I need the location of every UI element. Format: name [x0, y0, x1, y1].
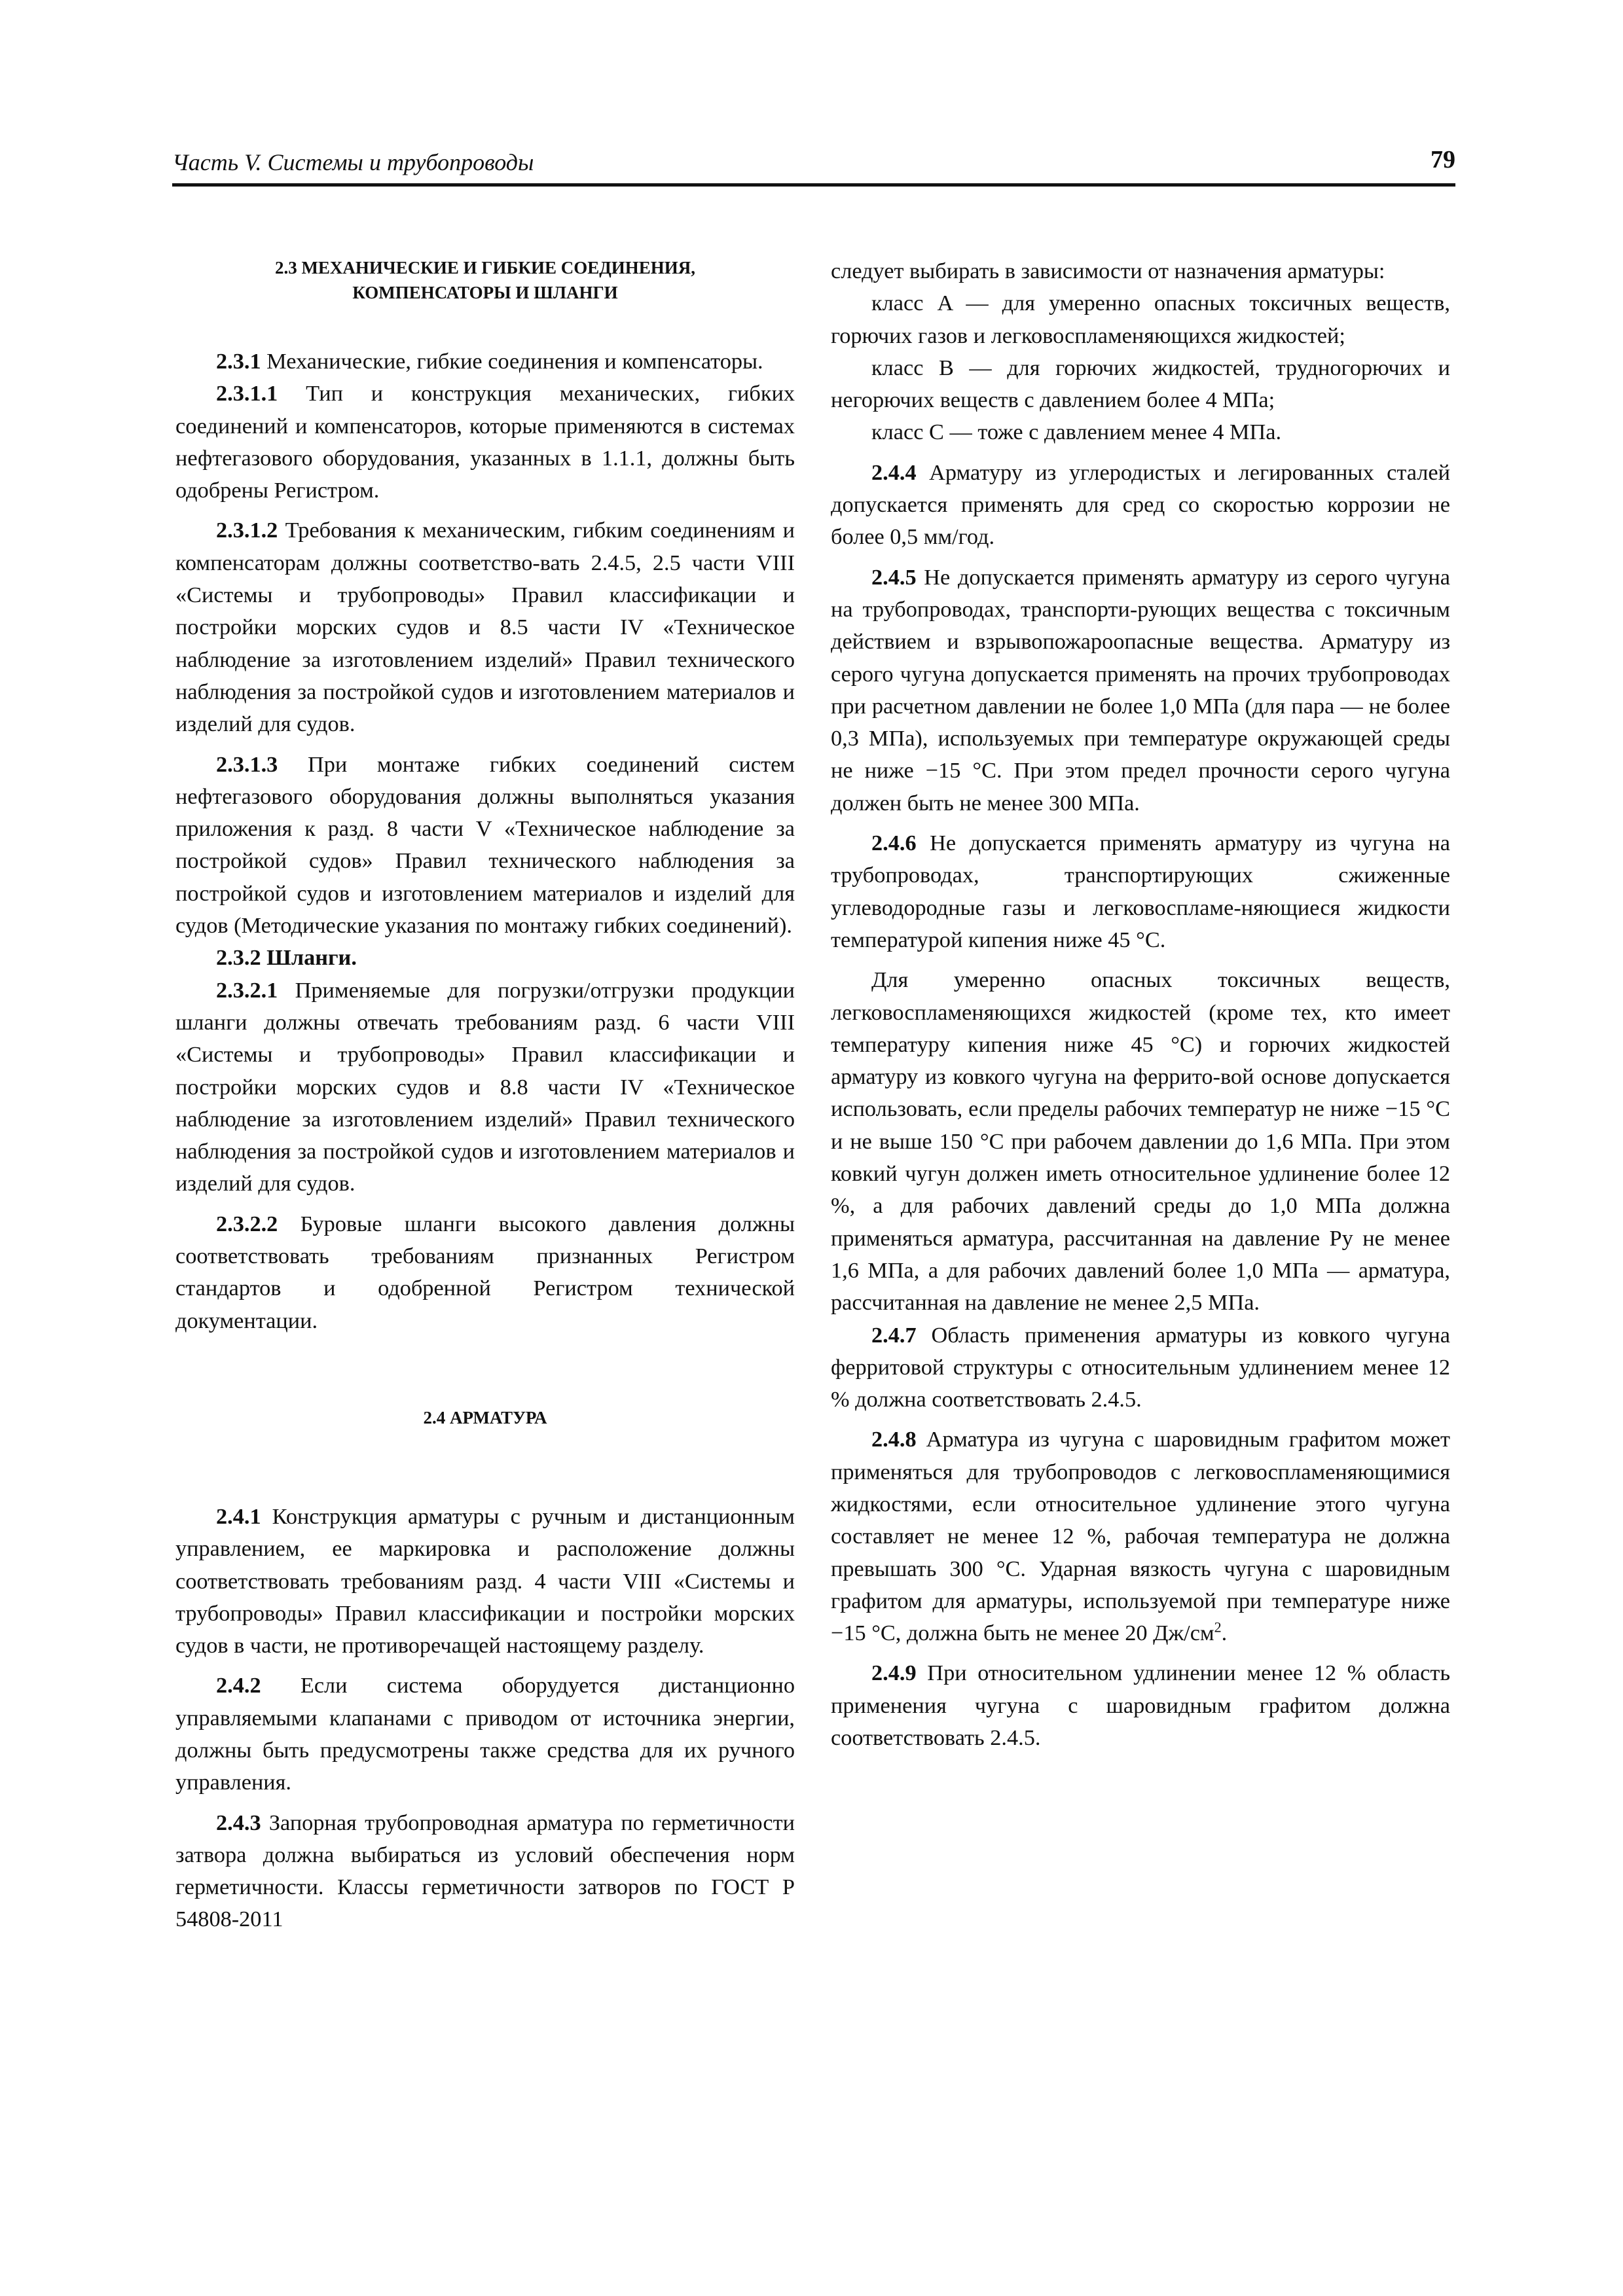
paragraph-2-3-2-1 [175, 975, 795, 1200]
paragraph-text: Арматура из чугуна с шаровидным графитом может применяться для трубопроводов с легковоспламеняющимися жидкостями, если относительное удлинение этого чугуна составляет не менее 12 %, рабочая температура не должна превышать 300 °С. Ударная вязкость чугуна с шаровидным графитом для арматуры, используемой при температуре ниже −15 °С, должна быть не менее 20 Дж/см [831, 1427, 1450, 1646]
paragraph-text: При монтаже гибких соединений систем нефтегазового оборудования должны выполняться указания приложения к разд. 8 части V «Техническое наблюдение за постройкой судов» Правил технического наблюдения за постройкой судов и изготовлением материалов и изделий для судов (Методические указания по монтажу гибких соединений). [175, 751, 795, 939]
section-heading-2-4: 2.4 АРМАТУРА [423, 1407, 547, 1427]
paragraph-2-4-5 [831, 562, 1450, 819]
clause-number: 2.4.2 [216, 1673, 261, 1698]
list-item-class-c: класс C — тоже с давлением менее 4 МПа. [871, 420, 1282, 445]
paragraph-end: . [1221, 1621, 1228, 1646]
header-title: Часть V. Системы и трубопроводы [172, 149, 534, 175]
clause-number: 2.4.5 [871, 564, 917, 590]
clause-number: 2.4.9 [871, 1660, 917, 1686]
paragraph-text: Арматуру из углеродистых и легированных сталей допускается применять для сред со скоростью коррозии не более 0,5 мм/год. [831, 459, 1450, 550]
paragraph-2-3-2 [175, 942, 795, 974]
section-heading-line: 2.3 МЕХАНИЧЕСКИЕ И ГИБКИЕ СОЕДИНЕНИЯ, [274, 258, 696, 278]
clause-number: 2.4.1 [216, 1503, 261, 1529]
section-heading-2-3 [175, 255, 795, 305]
clause-number: 2.4.7 [871, 1322, 917, 1348]
paragraph-2-4-4 [831, 457, 1450, 554]
paragraph-2-4-8 [831, 1424, 1450, 1649]
paragraph-2-4-3 [175, 1807, 795, 1936]
clause-number: 2.3.1.2 [216, 518, 278, 543]
clause-number: 2.3.2.2 [216, 1211, 278, 1236]
list-item-class-a: класс A — для умеренно опасных токсичных веществ, горючих газов и легковоспламеняющихся жидкостей; [831, 291, 1450, 348]
superscript: 2 [1214, 1619, 1222, 1636]
paragraph-text: Область применения арматуры из ковкого чугуна ферритовой структуры с относительным удлинением менее 12 % должна соответствовать 2.4.5. [831, 1322, 1450, 1412]
paragraph-text: Требования к механическим, гибким соединениям и компенсаторам должны соответство-вать 2.4.5, 2.5 части VIII «Системы и трубопроводы» Правил классификации и постройки морских судов и 8.5 части IV «Техническое наблюдение за изготовлением изделий» Правил технического наблюдения за постройкой судов и изготовлением материалов и изделий для судов. [175, 518, 795, 737]
paragraph-2-3-1 [175, 346, 795, 378]
clause-number: 2.4.6 [871, 831, 917, 856]
paragraph-text: Применяемые для погрузки/отгрузки продукции шланги должны отвечать требованиям разд. 6 части VIII «Системы и трубопроводы» Правил классификации и постройки морских судов и 8.8 части IV «Техническое наблюдение за изготовлением изделий» Правил технического наблюдения за постройкой судов и изготовлением материалов и изделий для судов. [175, 977, 795, 1196]
clause-number: 2.3.1 [216, 349, 261, 374]
paragraph-2-3-2-2 [175, 1208, 795, 1337]
clause-number: 2.3.1.1 [216, 381, 278, 406]
clause-number: 2.3.1.3 [216, 751, 278, 777]
clause-number: 2.4.3 [216, 1810, 261, 1835]
paragraph-2-3-1-3 [175, 749, 795, 942]
paragraph-2-4-9 [831, 1657, 1450, 1754]
clause-number: 2.4.8 [871, 1427, 917, 1452]
paragraph-text: Шланги. [261, 945, 357, 971]
left-column [175, 255, 795, 1944]
paragraph-2-4-1 [175, 1501, 795, 1662]
paragraph-text: Не допускается применять арматуру из чугуна на трубопроводах, транспортирующих сжиженные углеводородные газы и легковоспламе-няющиеся жидкости температурой кипения ниже 45 °С. [831, 831, 1450, 952]
paragraph-text: Конструкция арматуры с ручным и дистанционным управлением, ее маркировка и расположение должны соответствовать требованиям разд. 4 части VIII «Системы и трубопроводы» Правил классификации и постройки морских судов в части, не противоречащей настоящему разделу. [175, 1503, 795, 1659]
paragraph-text: Механические, гибкие соединения и компенсаторы. [261, 349, 763, 374]
paragraph-2-3-1-1 [175, 378, 795, 507]
paragraph-2-4-6 [831, 827, 1450, 956]
paragraph-text: Не допускается применять арматуру из серого чугуна на трубопроводах, транспорти-рующих вещества с токсичным действием и взрывопожароопасные вещества. Арматуру из серого чугуна допускается применять на прочих трубопроводах при расчетном давлении не более 1,0 МПа (для пара — не более 0,3 МПа), используемых при температуре окружающей среды не ниже −15 °С. При этом предел прочности серого чугуна должен быть не менее 300 МПа. [831, 564, 1450, 816]
paragraph-2-4-7 [831, 1319, 1450, 1416]
clause-number: 2.3.2.1 [216, 977, 278, 1003]
paragraph-text: Если система оборудуется дистанционно управляемыми клапанами с приводом от источника энергии, должны быть предусмотрены также средства для их ручного управления. [175, 1673, 795, 1795]
paragraph-continuation: следует выбирать в зависимости от назначения арматуры: [831, 259, 1385, 283]
section-heading-line: КОМПЕНСАТОРЫ И ШЛАНГИ [352, 283, 618, 302]
paragraph-2-4-6-continued: Для умеренно опасных токсичных веществ, легковоспламеняющихся жидкостей (кроме тех, кто имеет температуру кипения ниже 45 °С) и горючих жидкостей арматуру из ковкого чугуна на феррито-вой основе допускается использовать, если пределы рабочих температур не ниже −15 °С и не выше 150 °С при рабочем давлении до 1,6 МПа. При этом ковкий чугун должен иметь относительное удлинение более 12 %, а для рабочих давлений среды до 1,0 МПа должна применяться арматура, рассчитанная на давление Pу не менее 1,6 МПа, а для рабочих давлений более 1,0 МПа — арматура, рассчитанная на давление не менее 2,5 МПа. [831, 967, 1450, 1316]
paragraph-text: Запорная трубопроводная арматура по герметичности затвора должна выбираться из условий обеспечения норм герметичности. Классы герметичности затворов по ГОСТ Р 54808-2011 [175, 1810, 795, 1932]
page-number: 79 [1431, 146, 1455, 173]
running-header [172, 145, 1455, 187]
clause-number: 2.4.4 [871, 459, 917, 485]
paragraph-2-4-2 [175, 1670, 795, 1799]
paragraph-text: Буровые шланги высокого давления должны соответствовать требованиям признанных Регистром стандартов и одобренной Регистром технической документации. [175, 1211, 795, 1333]
right-column [831, 255, 1450, 1762]
clause-number: 2.3.2 [216, 945, 261, 971]
paragraph-text: Тип и конструкция механических, гибких соединений и компенсаторов, которые применяются в системах нефтегазового оборудования, указанных в 1.1.1, должны быть одобрены Регистром. [175, 381, 795, 503]
list-item-class-b: класс B — для горючих жидкостей, трудногорючих и негорючих веществ с давлением более 4 МПа; [831, 355, 1450, 413]
paragraph-text: При относительном удлинении менее 12 % область применения чугуна с шаровидным графитом должна соответствовать 2.4.5. [831, 1660, 1450, 1751]
paragraph-2-3-1-2 [175, 514, 795, 740]
